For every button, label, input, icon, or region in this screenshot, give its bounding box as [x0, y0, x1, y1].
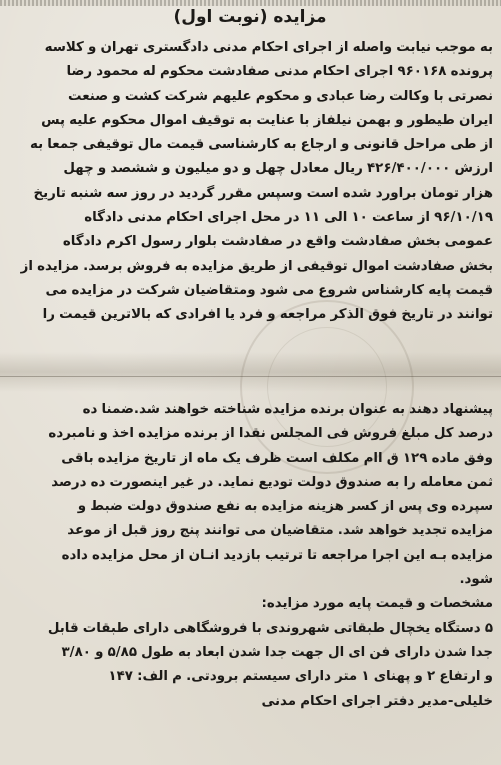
- text-line: ارزش ۴۲۶/۴۰۰/۰۰۰ ریال معادل چهل و دو میلیون و ششصد و چهل: [63, 161, 493, 177]
- text-line: ایران طیطور و بهمن نیلفاز با عنایت به توقیف اموال محکوم علیه پس: [41, 112, 493, 128]
- text-line: شود.: [459, 572, 493, 588]
- text-line: مزایده بـه این اجرا مراجعه تا ترتیب بازدید انـان از محل مزایده داده: [61, 547, 493, 563]
- text-line: توانند در تاریخ فوق الذکر مراجعه و فرد یا افرادی که بالاترین قیمت را: [42, 307, 493, 323]
- text-line: ثمن معامله را به صندوق دولت تودیع نماید. در غیر اینصورت ده درصد: [51, 474, 493, 490]
- text-line: مزایده تجدید خواهد شد. متقاضیان می توانند پنج روز قبل از موعد: [67, 523, 493, 539]
- signature-line: خلیلی-مدیر دفتر اجرای احکام مدنی: [261, 693, 493, 709]
- text-line: جدا شدن دارای فن ای ال جهت جدا شدن ابعاد به طول ۵/۸۵ و ۳/۸۰: [61, 644, 493, 660]
- text-line: وفق ماده ۱۲۹ ق اام مکلف است ظرف یک ماه از تاریخ مزایده باقی: [61, 450, 493, 466]
- text-line: پرونده ۹۶۰۱۶۸ اجرای احکام مدنی صفادشت محکوم له محمود رضا: [66, 64, 493, 80]
- text-line: از طی مراحل قانونی و ارجاع به کارشناسی قیمت مال توقیفی جمعا به: [29, 137, 493, 153]
- text-line: عمومی بخش صفادشت واقع در صفادشت بلوار رسول اکرم دادگاه: [62, 234, 493, 250]
- text-line: بخش صفادشت اموال توقیفی از طریق مزایده به فروش برسد. مزایده از: [20, 258, 493, 274]
- text-line: قیمت پایه کارشناس شروع می شود ومتقاضیان شرکت در مزایده می: [45, 282, 493, 298]
- notice-title: مزایده (نوبت اول): [173, 7, 327, 27]
- text-line: به موجب نیابت واصله از اجرای احکام مدنی دادگستری تهران و کلاسه: [44, 40, 493, 55]
- paper-fold-shadow: [0, 352, 501, 392]
- text-line: ۹۶/۱۰/۱۹ از ساعت ۱۰ الی ۱۱ در محل اجرای احکام مدنی دادگاه: [84, 210, 493, 226]
- text-line: و ارتفاع ۲ و پهنای ۱ متر دارای سیستم برودتی. م الف: ۱۴۷: [108, 669, 493, 685]
- text-line: درصد کل مبلغ فروش فی المجلس نقدا از برنده مزایده اخذ و نامبرده: [48, 426, 493, 442]
- section-heading: مشخصات و قیمت پایه مورد مزایده:: [261, 596, 493, 612]
- text-line: هزار تومان براورد شده است وسپس مقرر گردید در روز سه شنبه تاریخ: [33, 185, 493, 201]
- notice-body-part-1: [8, 36, 493, 328]
- text-line: پیشنهاد دهند به عنوان برنده مزایده شناخته خواهند شد.ضمنا ده: [82, 402, 493, 417]
- text-line: سپرده وی پس از کسر هزینه مزایده به نفع صندوق دولت ضبط و: [77, 499, 493, 515]
- text-line: ۵ دستگاه یخچال طبقاتی شهروندی با فروشگاهی دارای طبقات قابل: [47, 620, 493, 636]
- text-line: نصرتی با وکالت رضا عبادی و محکوم علیهم شرکت کشت و صنعت: [68, 88, 493, 104]
- paper-fold-line: [0, 376, 501, 377]
- notice-body-part-2: [8, 398, 493, 714]
